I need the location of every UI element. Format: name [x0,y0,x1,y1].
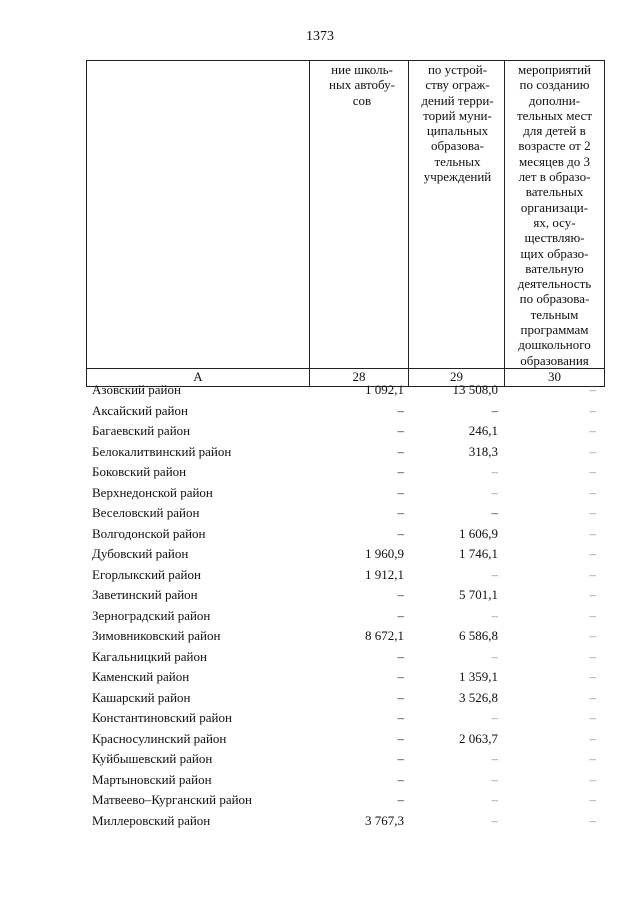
value-col-29: 6 586,8 [459,628,498,643]
table-row [86,503,604,524]
value-col-30: – [589,669,596,684]
value-col-30: – [589,710,596,725]
table-header [86,60,605,387]
value-col-28: – [397,443,404,459]
value-col-28: – [397,464,404,479]
district-name: Волгодонской район [92,525,206,541]
value-col-29: – [491,812,498,828]
district-name: Константиновский район [92,710,232,725]
district-name: Кагальницкий район [92,648,207,664]
table-row [86,544,604,565]
value-col-29: 246,1 [468,423,498,438]
district-name: Миллеровский район [92,812,211,828]
value-col-30: – [589,484,596,500]
value-col-29: – [491,607,498,623]
district-name: Матвеево–Курганский район [92,792,253,807]
value-col-29: 2 063,7 [459,730,498,746]
value-col-29: – [491,402,498,418]
district-name: Аксайский район [92,402,188,418]
value-col-29: 1 746,1 [459,546,498,561]
value-col-30: – [589,628,596,643]
value-col-29: – [491,792,498,807]
value-col-28: 8 672,1 [365,628,404,643]
district-name: Мартыновский район [92,771,212,787]
value-col-30: – [589,771,596,787]
value-col-28: – [397,648,404,664]
value-col-28: – [397,710,404,725]
value-col-30: – [589,382,596,397]
value-col-29: 1 359,1 [459,669,498,684]
value-col-30: – [589,423,596,438]
value-col-28: – [397,505,404,520]
table-row [86,708,604,729]
value-col-29: 318,3 [468,443,498,459]
value-col-30: – [589,546,596,561]
value-col-28: 1 960,9 [365,546,404,561]
header-cell-a [87,61,310,369]
column-number-a: А [87,368,310,386]
value-col-30: – [589,792,596,807]
table-body [86,380,604,831]
value-col-28: – [397,730,404,746]
value-col-29: – [491,464,498,479]
district-name: Зимовниковский район [92,628,221,643]
table-row [86,401,604,422]
district-name: Веселовский район [92,505,200,520]
page-number: 1373 [306,29,334,44]
column-number-30: 30 [505,368,605,386]
district-name: Боковский район [92,464,187,479]
value-col-30: – [589,443,596,459]
value-col-30: – [589,402,596,418]
district-name: Зерноградский район [92,607,211,623]
table-row [86,688,604,709]
header-row [87,61,605,369]
district-name: Верхнедонской район [92,484,213,500]
value-col-30: – [589,587,596,602]
value-col-28: – [397,587,404,602]
value-col-29: 13 508,0 [452,382,498,397]
header-text-30: мероприятий по созданию дополни- тельных мест для детей в возрасте от 2 месяцев до 3 лет в образо- вательных организаци- ях, осу- ществляю- щих образо- вательную деятельность по образова- тельным программам дошкольного образования [516,62,593,368]
value-col-30: – [589,648,596,664]
table-row [86,421,604,442]
value-col-30: – [589,812,596,828]
district-name: Куйбышевский район [92,751,213,766]
value-col-30: – [589,566,596,582]
value-col-28: – [397,423,404,438]
district-name: Багаевский район [92,423,191,438]
value-col-30: – [589,730,596,746]
value-col-29: – [491,505,498,520]
value-col-28: – [397,751,404,766]
value-col-28: – [397,669,404,684]
table-row [86,647,604,668]
value-col-28: 1 912,1 [365,566,404,582]
header-text-29: по устрой- ству ограж- дений терри- торий муни- ципальных образова- тельных учреждений [421,62,494,185]
column-number-28: 28 [310,368,409,386]
value-col-28: – [397,792,404,807]
table-row [86,667,604,688]
value-col-28: – [397,525,404,541]
table-row [86,790,604,811]
district-name: Каменский район [92,669,190,684]
table-row [86,626,604,647]
district-name: Кашарский район [92,689,191,705]
table-row [86,462,604,483]
value-col-29: 5 701,1 [459,587,498,602]
value-col-28: 1 092,1 [365,382,404,397]
value-col-30: – [589,525,596,541]
value-col-29: – [491,771,498,787]
value-col-30: – [589,464,596,479]
value-col-29: – [491,648,498,664]
value-col-29: – [491,751,498,766]
table-row [86,380,604,401]
table-row [86,565,604,586]
table-row [86,749,604,770]
value-col-29: – [491,566,498,582]
value-col-30: – [589,689,596,705]
table-row [86,770,604,791]
value-col-28: – [397,771,404,787]
value-col-28: – [397,402,404,418]
district-name: Белокалитвинский район [92,443,232,459]
value-col-28: – [397,484,404,500]
header-cell-29 [409,61,505,369]
district-name: Азовский район [92,382,181,397]
value-col-30: – [589,607,596,623]
value-col-30: – [589,505,596,520]
value-col-29: – [491,710,498,725]
table-row [86,585,604,606]
value-col-28: – [397,607,404,623]
value-col-29: – [491,484,498,500]
column-number-29: 29 [409,368,505,386]
value-col-29: 3 526,8 [459,689,498,705]
value-col-28: 3 767,3 [365,812,404,828]
district-name: Дубовский район [92,546,189,561]
value-col-28: – [397,689,404,705]
header-cell-28 [310,61,409,369]
table-row [86,483,604,504]
district-name: Егорлыкский район [92,566,201,582]
table-row [86,442,604,463]
value-col-30: – [589,751,596,766]
header-text-28: ние школь- ных автобу- сов [329,62,395,108]
table-row [86,729,604,750]
table-row [86,524,604,545]
header-cell-30 [505,61,605,369]
table-row [86,811,604,832]
table-row [86,606,604,627]
district-name: Красносулинский район [92,730,227,746]
value-col-29: 1 606,9 [459,525,498,541]
district-name: Заветинский район [92,587,198,602]
